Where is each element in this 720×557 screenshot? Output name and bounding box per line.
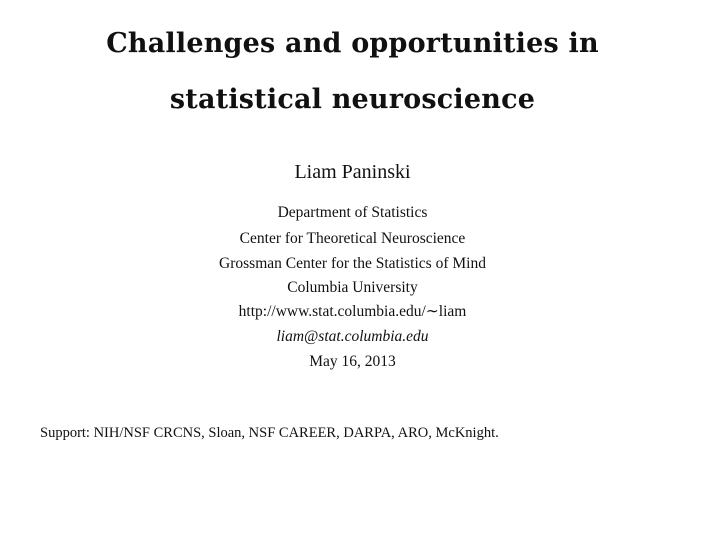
affiliation-center: Center for Theoretical Neuroscience [239,230,466,247]
presentation-date: May 16, 2013 [309,353,396,370]
affiliation-department: Department of Statistics [277,204,428,221]
email-address: liam@stat.columbia.edu [276,328,429,345]
support-acknowledgement: Support: NIH/NSF CRCNS, Sloan, NSF CAREER, DARPA, ARO, McKnight. [40,425,499,441]
affiliation-university: Columbia University [287,279,418,296]
author-name: Liam Paninski [294,161,411,183]
slide-title-line-2: statistical neuroscience [169,84,536,115]
homepage-url: http://www.stat.columbia.edu/∼liam [238,303,467,320]
slide-title-line-1: Challenges and opportunities in [106,28,599,59]
affiliation-grossman-center: Grossman Center for the Statistics of Mind [219,255,486,272]
